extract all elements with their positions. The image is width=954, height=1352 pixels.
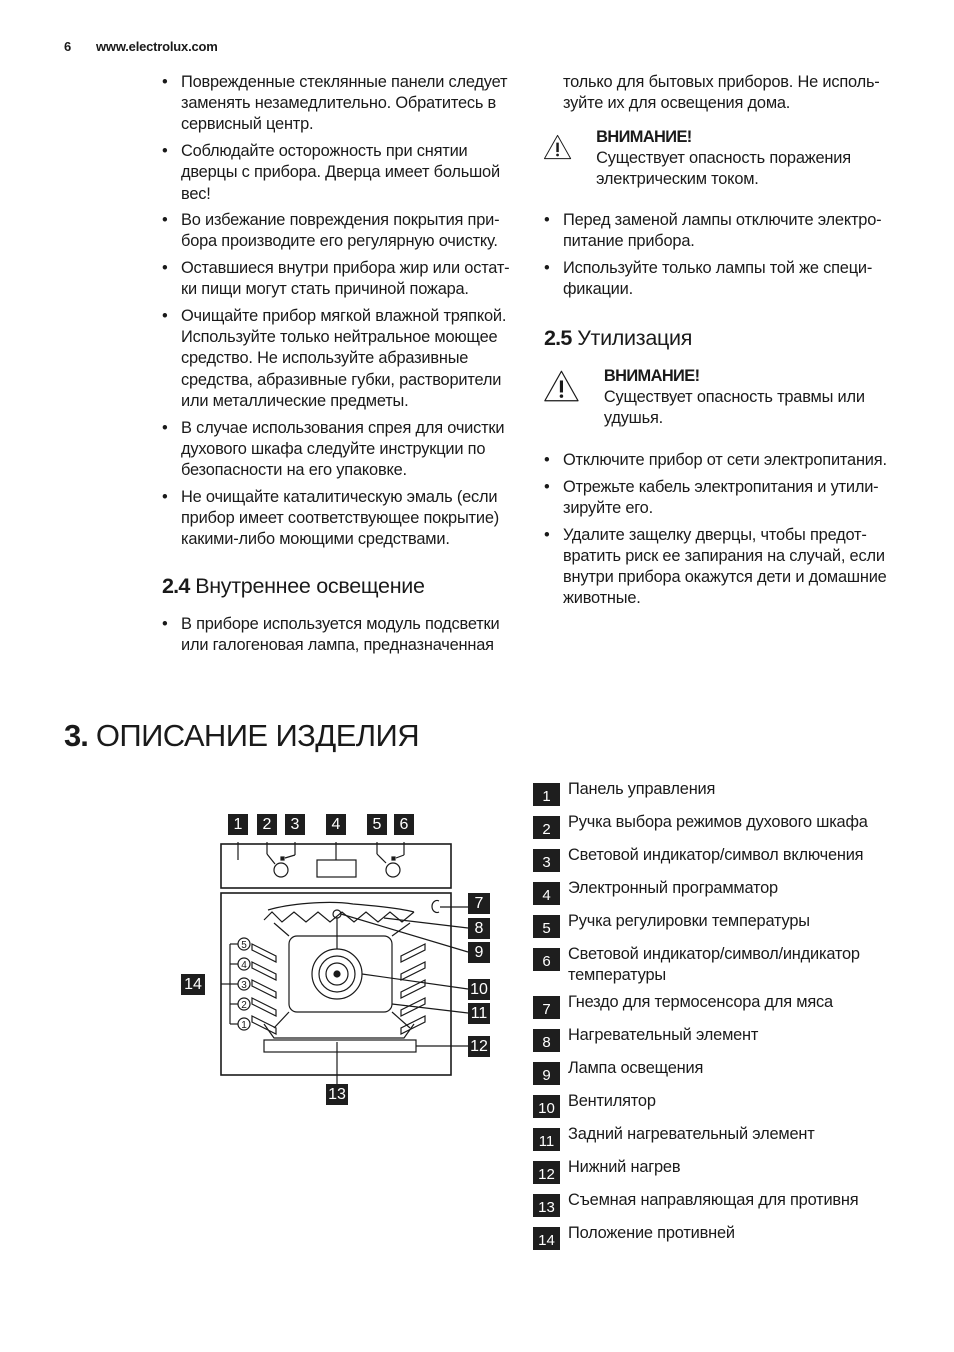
- diagram-tag-1: 1: [228, 814, 248, 835]
- shelf-number: 5: [241, 940, 247, 951]
- temperature-knob: [386, 863, 400, 877]
- legend-text: Световой индикатор/символ включения: [568, 846, 864, 864]
- legend-number: 10: [533, 1095, 560, 1118]
- diagram-tag-12: 12: [468, 1036, 490, 1057]
- legend-text: Световой индикатор/символ/индикатор температуры: [568, 945, 860, 984]
- section-2-4-heading: [162, 574, 425, 599]
- bullet-item: • Соблюдайте осторожность при снятии дверцы с прибора. Дверца имеет большой вес!: [162, 141, 514, 205]
- legend-number: 13: [533, 1194, 560, 1217]
- legend-text: Лампа освещения: [568, 1059, 704, 1077]
- legend-text: Гнездо для термосенсора для мяса: [568, 993, 833, 1011]
- legend-item: [533, 1091, 913, 1118]
- safety-bullet-list: [162, 72, 514, 550]
- diagram-tag-4: 4: [326, 814, 346, 835]
- diagram-tag-6: 6: [394, 814, 414, 835]
- bullet-item: • Используйте только лампы той же специ-фикации.: [544, 258, 894, 300]
- diagram-tag-9: 9: [468, 942, 490, 963]
- legend-number: 11: [533, 1128, 560, 1151]
- legend-text: Съемная направляющая для противня: [568, 1191, 859, 1209]
- warning-title: ВНИМАНИЕ!: [596, 128, 692, 146]
- legend-text: Задний нагревательный элемент: [568, 1125, 815, 1143]
- legend-number: 7: [533, 996, 560, 1019]
- warning-block-electric: [543, 127, 903, 190]
- legend-text: Электронный программатор: [568, 879, 778, 897]
- legend-number: 3: [533, 849, 560, 872]
- diagram-tag-14: 14: [181, 974, 205, 995]
- page-number: 6: [64, 39, 72, 54]
- warning-triangle-icon: [543, 368, 580, 404]
- continuation-text: только для бытовых приборов. Не исполь-зуйте их для освещения дома.: [563, 73, 880, 113]
- legend-item: [533, 878, 913, 905]
- legend-item: [533, 1157, 913, 1184]
- oven-drawing: [178, 808, 498, 1108]
- bullet-item: • Не очищайте каталитическую эмаль (если прибор имеет соответствующее покрытие) какими-либо моющими средствами.: [162, 487, 514, 551]
- legend-number: 2: [533, 816, 560, 839]
- legend-item: [533, 944, 913, 986]
- legend-number: 4: [533, 882, 560, 905]
- section-number: 2.5: [544, 326, 572, 350]
- legend-text: Нагревательный элемент: [568, 1026, 759, 1044]
- legend-text: Ручка выбора режимов духового шкафа: [568, 813, 868, 831]
- diagram-tag-11: 11: [468, 1003, 490, 1024]
- bullet-item: • Удалите защелку дверцы, чтобы предот-вратить риск ее запирания на случай, если внутри прибора окажутся дети и домашние животные.: [544, 525, 904, 610]
- legend-text: Положение противней: [568, 1224, 735, 1242]
- legend-item: [533, 1190, 913, 1217]
- diagram-tag-5: 5: [367, 814, 387, 835]
- mode-knob: [274, 863, 288, 877]
- diagram-tag-8: 8: [468, 918, 490, 939]
- diagram-tag-2: 2: [257, 814, 277, 835]
- section-title: Внутреннее освещение: [195, 574, 425, 598]
- left-column: [162, 72, 514, 556]
- bullet-item: • Оставшиеся внутри прибора жир или остат-ки пищи могут стать причиной пожара.: [162, 258, 514, 300]
- lamp-bullet-list: [544, 210, 894, 306]
- shelf-number: 4: [241, 960, 247, 971]
- disposal-bullet-list: [544, 450, 904, 615]
- legend-item: [533, 1124, 913, 1151]
- legend-item: [533, 1058, 913, 1085]
- diagram-tag-10: 10: [468, 979, 490, 1000]
- legend-number: 12: [533, 1161, 560, 1184]
- legend-item: [533, 812, 913, 839]
- legend-text: Ручка регулировки температуры: [568, 912, 810, 930]
- oven-diagram: [178, 808, 498, 1108]
- shelf-number: 2: [241, 1000, 247, 1011]
- bullet-item: • Перед заменой лампы отключите электро-питание прибора.: [544, 210, 894, 252]
- legend-number: 14: [533, 1227, 560, 1250]
- bullet-item: • Поврежденные стеклянные панели следует заменять незамедлительно. Обратитесь в сервисный центр.: [162, 72, 514, 136]
- bullet-item: • Отключите прибор от сети электропитания.: [544, 450, 904, 471]
- warning-block-injury: [543, 366, 903, 429]
- warning-text: Существует опасность травмы или удушья.: [603, 388, 865, 428]
- legend-item: [533, 845, 913, 872]
- bullet-item: • Отрежьте кабель электропитания и утили-зируйте его.: [544, 477, 904, 519]
- diagram-tag-13: 13: [326, 1084, 348, 1105]
- website-url: www.electrolux.com: [96, 39, 218, 54]
- legend-item: [533, 1025, 913, 1052]
- legend-item: [533, 992, 913, 1019]
- warning-triangle-icon: [543, 129, 572, 165]
- chapter-number: 3.: [64, 718, 88, 753]
- chapter-title: ОПИСАНИЕ ИЗДЕЛИЯ: [95, 718, 419, 753]
- legend-item: [533, 911, 913, 938]
- chapter-3-heading: [64, 718, 419, 754]
- section-title: Утилизация: [577, 326, 693, 350]
- legend-item: [533, 779, 913, 806]
- legend-number: 9: [533, 1062, 560, 1085]
- bullet-item: • В приборе используется модуль подсветки или галогеновая лампа, предназначенная: [162, 614, 514, 656]
- legend-number: 1: [533, 783, 560, 806]
- diagram-tag-3: 3: [285, 814, 305, 835]
- legend-item: [533, 1223, 913, 1250]
- warning-title: ВНИМАНИЕ!: [603, 367, 700, 385]
- bullet-item: • Очищайте прибор мягкой влажной тряпкой. Используйте только нейтральное моющее средство. Не используйте абразивные средства, абразивные губки, растворители или металлические предметы.: [162, 306, 514, 412]
- legend-text: Вентилятор: [568, 1092, 656, 1110]
- section-2-5-heading: [544, 326, 692, 351]
- programmer-display: [317, 860, 356, 877]
- diagram-tag-7: 7: [468, 893, 490, 914]
- section-number: 2.4: [162, 574, 190, 598]
- shelf-number: 1: [241, 1020, 247, 1031]
- legend-number: 6: [533, 948, 560, 971]
- section-2-4-body: [162, 614, 514, 662]
- bullet-item: • Во избежание повреждения покрытия при-бора производите его регулярную очистку.: [162, 210, 514, 252]
- legend-text: Панель управления: [568, 780, 716, 798]
- legend-text: Нижний нагрев: [568, 1158, 681, 1176]
- shelf-number: 3: [241, 980, 247, 991]
- warning-text: Существует опасность поражения электрическим током.: [596, 149, 851, 189]
- bullet-item: • В случае использования спрея для очистки духового шкафа следуйте инструкции по безопасности на его упаковке.: [162, 418, 514, 482]
- legend-number: 8: [533, 1029, 560, 1052]
- legend-number: 5: [533, 915, 560, 938]
- component-legend: [533, 779, 913, 1256]
